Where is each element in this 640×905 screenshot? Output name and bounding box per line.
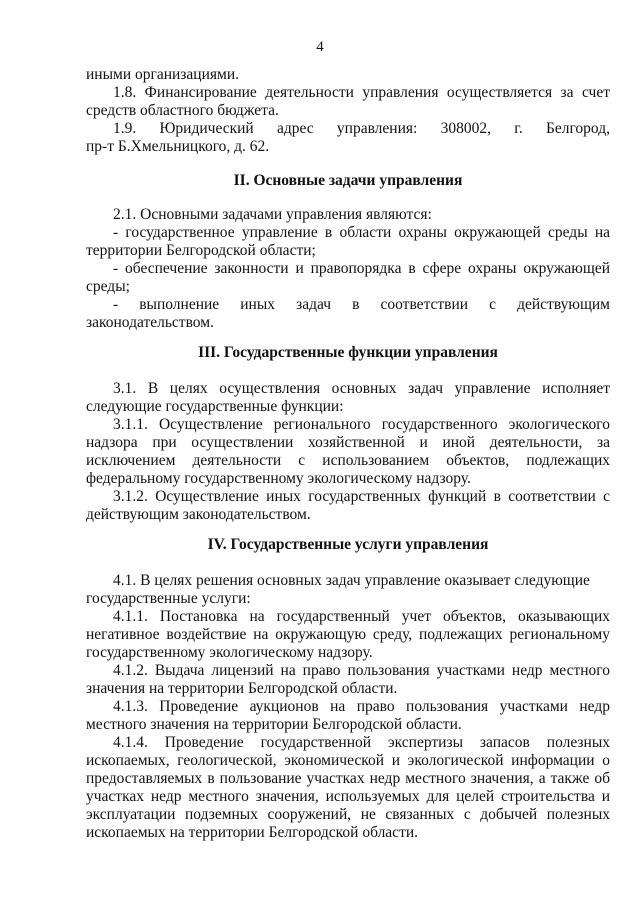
text-line: исключением деятельности с использованием объектов, подлежащих: [86, 452, 610, 469]
text-line: пр-т Б.Хмельницкого, д. 62.: [86, 138, 270, 155]
text-line: государственному экологическому надзору.: [86, 644, 373, 661]
text-line: 3.1. В целях осуществления основных задач управление исполняет: [113, 380, 610, 397]
text-line: ископаемых на территории Белгородской области.: [86, 824, 419, 841]
text-line: федеральному государственному экологическому надзору.: [86, 470, 471, 487]
text-line: - государственное управление в области охраны окружающей среды на: [113, 224, 610, 241]
text-line: государственные услуги:: [86, 590, 251, 607]
text-line: территории Белгородской области;: [86, 242, 316, 259]
section-4-heading: IV. Государственные услуги управления: [207, 536, 489, 553]
text-line: среды;: [86, 278, 130, 295]
text-line: - выполнение иных задач в соответствии с действующим: [113, 296, 610, 313]
text-line: 4.1.1. Постановка на государственный учет объектов, оказывающих: [113, 608, 610, 625]
text-line: 4.1.3. Проведение аукционов на право пользования участками недр: [113, 698, 610, 715]
text-line: эксплуатации подземных сооружений, не связанных с добычей полезных: [86, 806, 610, 823]
text-line: иными организациями.: [86, 66, 240, 83]
text-line: 2.1. Основными задачами управления являются:: [113, 206, 432, 223]
text-line: - обеспечение законности и правопорядка в сфере охраны окружающей: [113, 260, 610, 277]
text-line: 4.1.2. Выдача лицензий на право пользования участками недр местного: [113, 662, 610, 679]
text-line: участках недр местного значения, используемых для целей строительства и: [86, 788, 610, 805]
text-line: 4.1.4. Проведение государственной экспертизы запасов полезных: [113, 734, 610, 751]
text-line: ископаемых, геологической, экономической и экологической информации о: [86, 752, 610, 769]
text-line: негативное воздействие на окружающую среду, подлежащих региональному: [86, 626, 610, 643]
text-line: надзора при осуществлении хозяйственной и иной деятельности, за: [86, 434, 610, 451]
section-3-heading: III. Государственные функции управления: [198, 344, 498, 361]
text-line: действующим законодательством.: [86, 506, 311, 523]
text-line: 1.8. Финансирование деятельности управления осуществляется за счет: [113, 84, 610, 101]
text-line: следующие государственные функции:: [86, 398, 344, 415]
text-line: средств областного бюджета.: [86, 102, 279, 119]
text-line: 3.1.1. Осуществление регионального государственного экологического: [113, 416, 610, 433]
text-line: 1.9. Юридический адрес управления: 308002, г. Белгород,: [113, 120, 610, 137]
section-2-heading: II. Основные задачи управления: [233, 172, 463, 189]
text-line: законодательством.: [86, 314, 214, 331]
text-line: 4.1. В целях решения основных задач управление оказывает следующие: [113, 572, 590, 589]
text-line: 3.1.2. Осуществление иных государственных функций в соответствии с: [113, 488, 610, 505]
text-line: предоставляемых в пользование участках недр местного значения, а также об: [86, 770, 610, 787]
page-number: 4: [316, 39, 324, 55]
text-line: местного значения на территории Белгородской области.: [86, 716, 462, 733]
text-line: значения на территории Белгородской области.: [86, 680, 398, 697]
